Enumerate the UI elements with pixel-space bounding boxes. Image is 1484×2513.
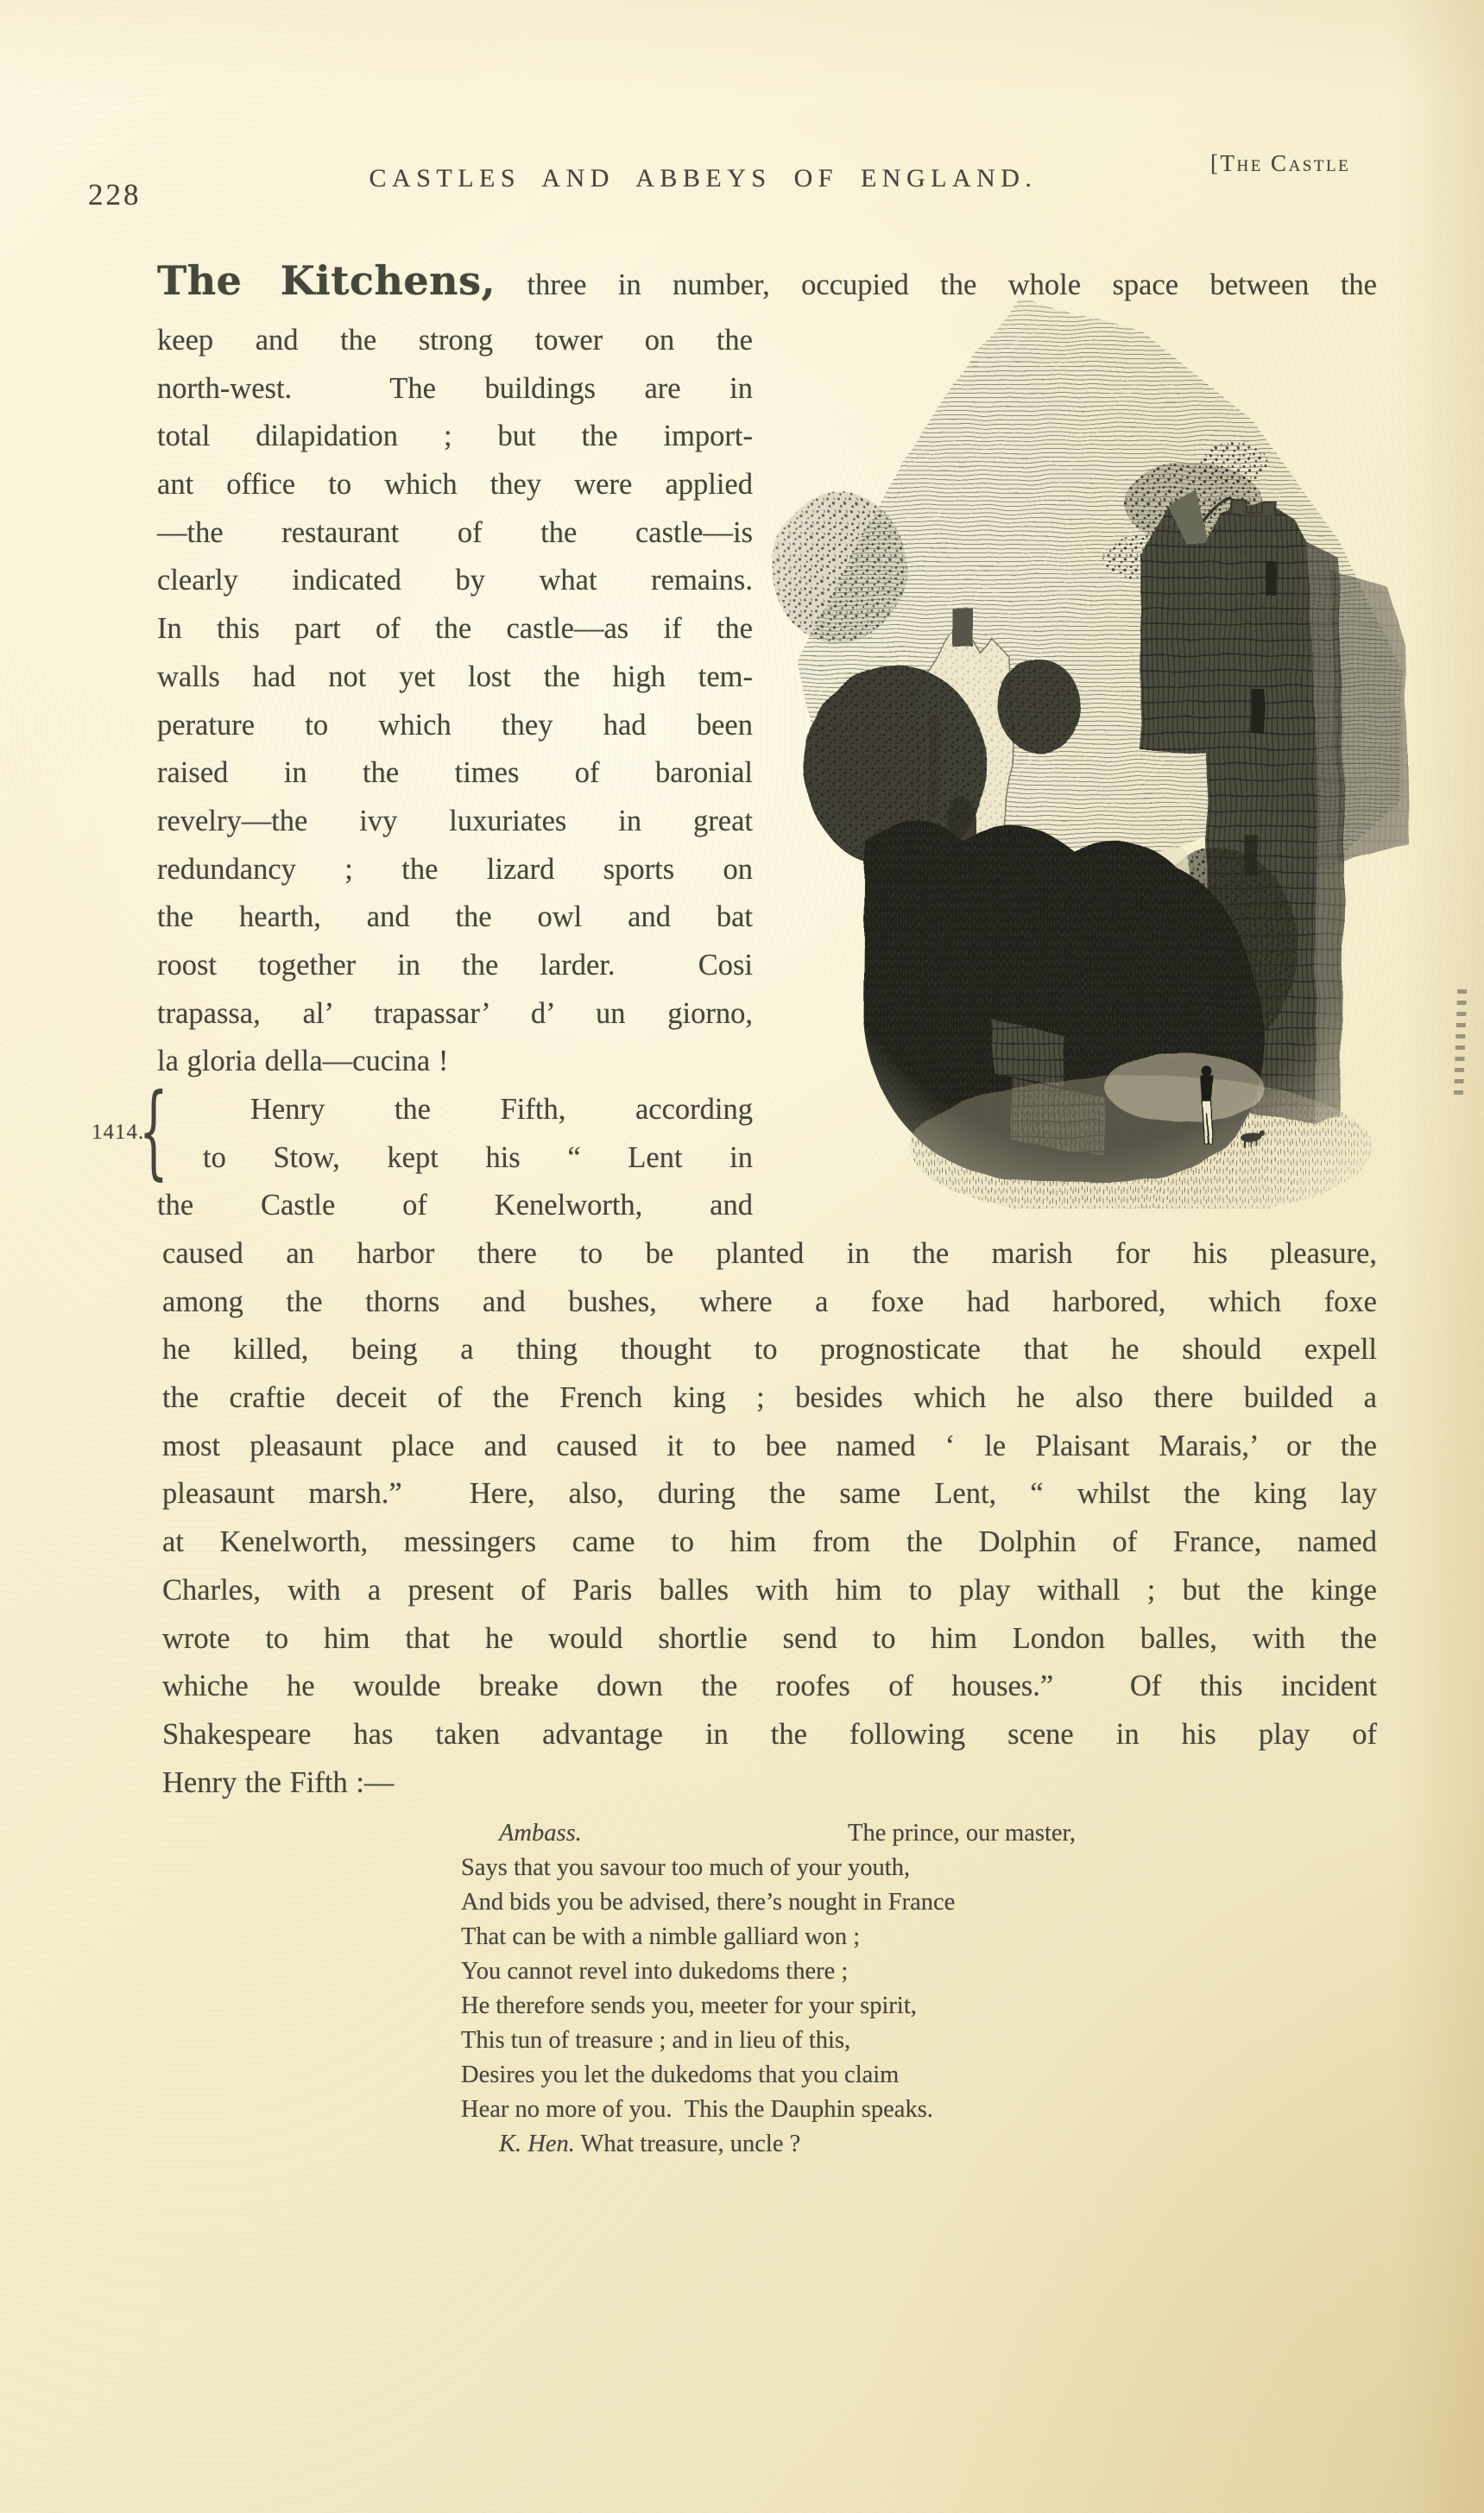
paragraph-lines <box>162 1230 1377 1759</box>
text-line: raised in the times of baronial <box>157 756 753 790</box>
verse-half-line: What treasure, uncle ? <box>580 2131 801 2157</box>
text-line: This tun of treasure ; and in lieu of this, <box>461 2027 851 2054</box>
text-line: Shakespeare has taken advantage in the following scene in his play of <box>162 1717 1377 1751</box>
text-line: revelry—the ivy luxuriates in great <box>157 804 753 837</box>
section-marker: [The Castle <box>1210 150 1351 176</box>
marginal-year: 1414. <box>92 1121 145 1144</box>
text-line: trapassa, al’ trapassar’ d’ un giorno, <box>157 996 753 1030</box>
page-number: 228 <box>88 178 142 212</box>
verse-half-line: The prince, our master, <box>848 1820 1076 1847</box>
text-line: whiche he woulde breake down the roofes of houses.” Of this incident <box>162 1670 1377 1703</box>
text-line: In this part of the castle—as if the <box>157 612 753 646</box>
text-line: redundancy ; the lizard sports on <box>157 852 753 886</box>
opening-rest: three in number, occupied the whole space between the <box>527 268 1377 301</box>
text-line: the craftie deceit of the French king ; besides which he also there builded a <box>162 1381 1377 1415</box>
text-line: wrote to him that he would shortlie send to him London balles, with the <box>162 1621 1377 1655</box>
speaker-ambassador: Ambass. <box>499 1820 582 1847</box>
text-line: caused an harbor there to be planted in the marish for his pleasure, <box>162 1237 1377 1270</box>
text-line: north-west. The buildings are in <box>157 371 753 405</box>
text-line: to Stow, kept his “ Lent in <box>203 1140 753 1174</box>
text-line: total dilapidation ; but the import- <box>157 420 753 453</box>
verse-opening-line <box>461 1816 1076 1851</box>
text-line: And bids you be advised, there’s nought in France <box>461 1889 956 1916</box>
text-line: the Castle of Kenelworth, and <box>157 1189 753 1222</box>
tower-window <box>1252 689 1264 734</box>
blackletter-lead: The Kitchens, <box>157 257 496 304</box>
brace-glyph: { <box>139 1071 168 1191</box>
speaker-king-henry: K. Hen. <box>499 2131 575 2157</box>
text-line: He therefore sends you, meeter for your spirit, <box>461 1992 917 2019</box>
text-line: perature to which they had been <box>157 708 753 742</box>
text-line: ant office to which they were applied <box>157 468 753 502</box>
shakespeare-quotation <box>461 1816 1076 2162</box>
text-line: walls had not yet lost the high tem- <box>157 660 753 693</box>
text-line: Desires you let the dukedoms that you claim <box>461 2062 900 2088</box>
text-line: —the restaurant of the castle—is <box>157 515 753 549</box>
text-line: keep and the strong tower on the <box>157 324 753 357</box>
verse-lines <box>461 1851 1076 2127</box>
text-line: You cannot revel into dukedoms there ; <box>461 1958 849 1985</box>
text-line: most pleasaunt place and caused it to bee named ‘ le Plaisant Marais,’ or the <box>162 1429 1377 1462</box>
running-title: CASTLES AND ABBEYS OF ENGLAND. <box>369 164 1038 193</box>
text-line: Henry the Fifth :— <box>162 1765 395 1799</box>
margin-print-marks <box>1454 989 1467 1100</box>
text-line: la gloria della—cucina ! <box>157 1045 449 1078</box>
gable-chimney <box>953 609 974 647</box>
main-paragraph <box>162 1230 1377 1807</box>
engraving-svg <box>736 283 1445 1209</box>
text-line: clearly indicated by what remains. <box>157 564 753 597</box>
text-line: Says that you savour too much of your youth, <box>461 1854 911 1881</box>
text-line: among the thorns and bushes, where a foxe had harbored, which foxe <box>162 1285 1377 1318</box>
left-column-lines <box>157 317 753 1038</box>
text-line: roost together in the larder. Cosi <box>157 948 753 982</box>
castle-ruins-engraving <box>736 283 1445 1209</box>
text-line: Henry the Fifth, according <box>250 1093 753 1126</box>
verse-closing-line <box>461 2127 1076 2162</box>
text-line: That can be with a nimble galliard won ; <box>461 1923 861 1950</box>
text-line: at Kenelworth, messingers came to him from the Dolphin of France, named <box>162 1525 1377 1559</box>
text-line: he killed, being a thing thought to prognosticate that he should expell <box>162 1333 1377 1367</box>
text-line: Charles, with a present of Paris balles with him to play withall ; but the kinge <box>162 1573 1377 1607</box>
text-line: pleasaunt marsh.” Here, also, during the same Lent, “ whilst the king lay <box>162 1477 1377 1511</box>
text-line: the hearth, and the owl and bat <box>157 900 753 934</box>
left-column <box>92 317 753 1230</box>
text-line: Hear no more of you. This the Dauphin speaks. <box>461 2096 933 2123</box>
henry-note-block <box>92 1071 753 1191</box>
